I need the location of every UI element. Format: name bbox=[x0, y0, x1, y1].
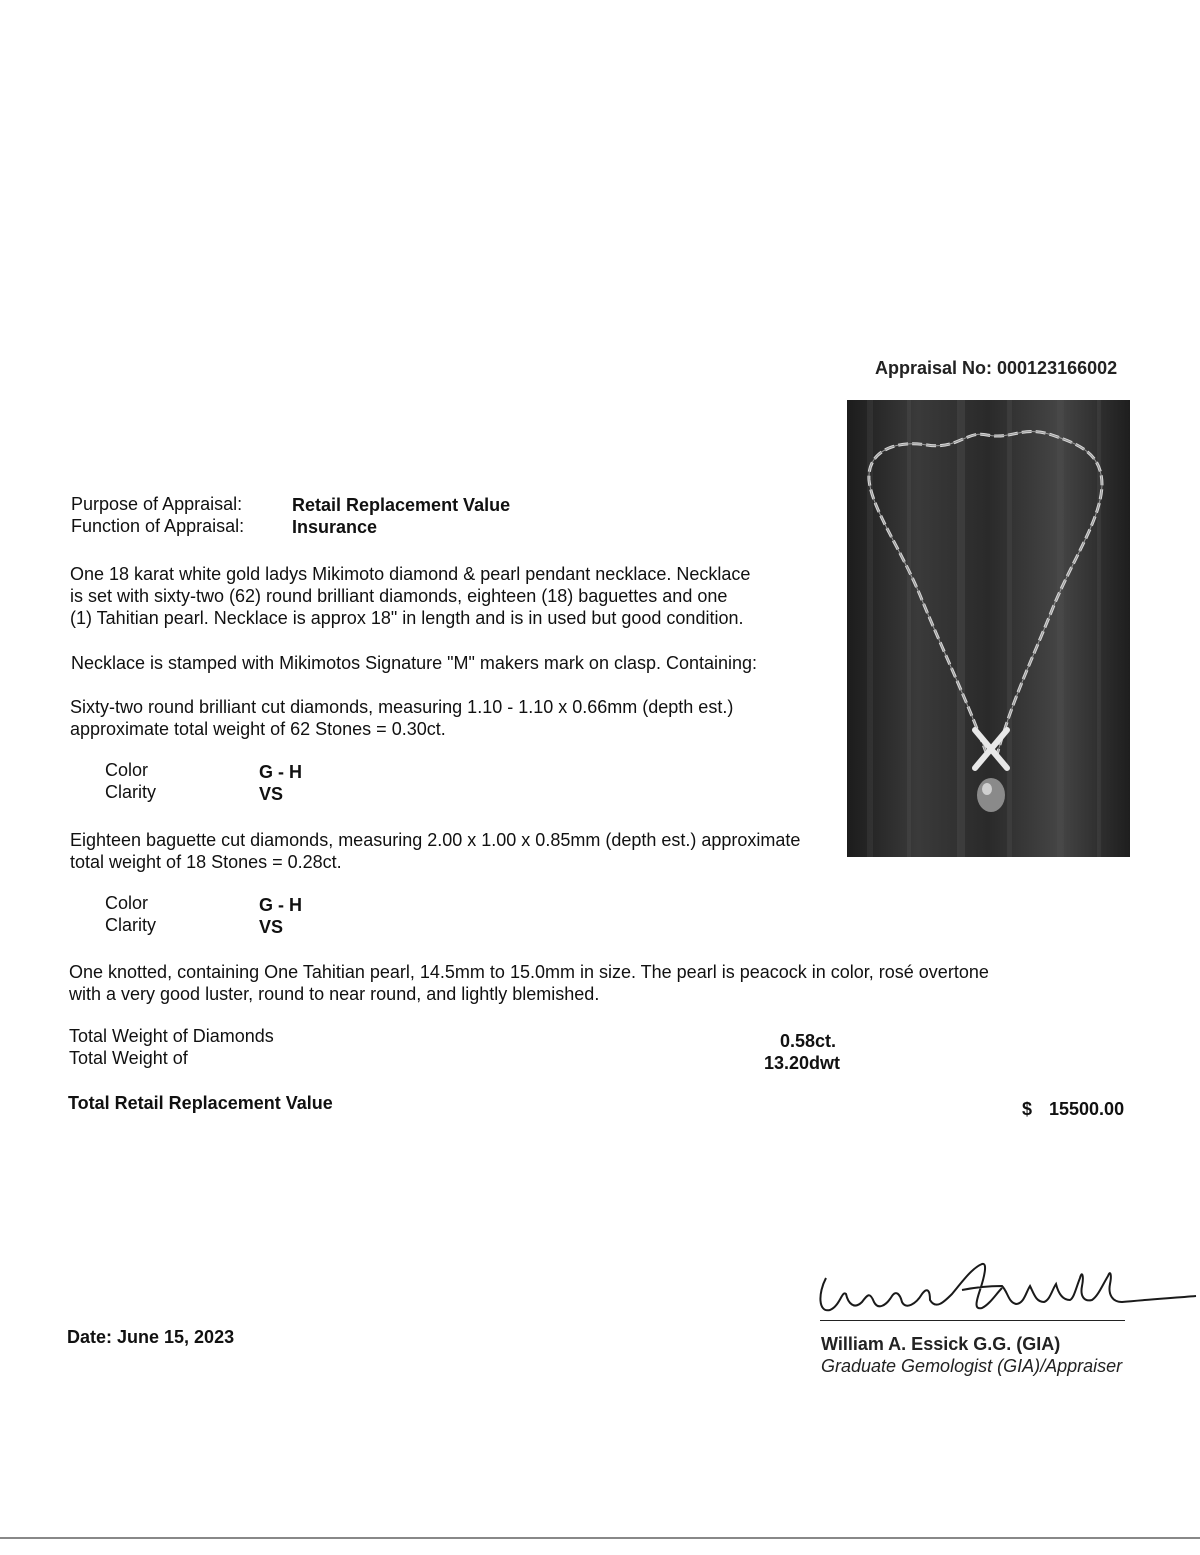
function-label: Function of Appraisal: bbox=[71, 516, 245, 536]
appraisal-date: Date: June 15, 2023 bbox=[67, 1327, 235, 1347]
total-weight-label: Total Weight of bbox=[69, 1048, 188, 1068]
appraiser-title: Graduate Gemologist (GIA)/Appraiser bbox=[821, 1356, 1123, 1376]
round-diamonds-line: approximate total weight of 62 Stones = 0.30ct. bbox=[70, 719, 446, 739]
description-paragraph bbox=[70, 563, 750, 629]
retail-currency: $ bbox=[1022, 1099, 1033, 1119]
total-weight-value: 13.20dwt bbox=[764, 1053, 841, 1073]
round-color-value: G - H bbox=[259, 762, 302, 782]
purpose-label: Purpose of Appraisal: bbox=[71, 494, 243, 514]
purpose-value: Retail Replacement Value bbox=[292, 495, 511, 515]
pearl-line: One knotted, containing One Tahitian pearl, 14.5mm to 15.0mm in size. The pearl is peacock in color, rosé overtone bbox=[69, 962, 989, 982]
description-line: (1) Tahitian pearl. Necklace is approx 18" in length and is in used but good condition. bbox=[70, 608, 744, 628]
appraisal-number: Appraisal No: 000123166002 bbox=[875, 358, 1118, 378]
signature-line bbox=[820, 1320, 1125, 1321]
page-bottom-edge bbox=[0, 1537, 1200, 1539]
baguette-color-label: Color bbox=[105, 893, 149, 913]
pearl-paragraph bbox=[69, 961, 989, 1005]
total-diamonds-value: 0.58ct. bbox=[780, 1031, 837, 1051]
appraiser-name: William A. Essick G.G. (GIA) bbox=[821, 1334, 1061, 1354]
round-clarity-label: Clarity bbox=[105, 782, 157, 802]
baguette-clarity-value: VS bbox=[259, 917, 284, 937]
description-line: is set with sixty-two (62) round brilliant diamonds, eighteen (18) baguettes and one bbox=[70, 586, 728, 606]
baguette-clarity-label: Clarity bbox=[105, 915, 157, 935]
stamp-line: Necklace is stamped with Mikimotos Signature "M" makers mark on clasp. Containing: bbox=[71, 653, 758, 673]
round-diamonds-line: Sixty-two round brilliant cut diamonds, measuring 1.10 - 1.10 x 0.66mm (depth est.) bbox=[70, 697, 734, 717]
retail-amount: 15500.00 bbox=[1049, 1099, 1125, 1119]
baguette-color-value: G - H bbox=[259, 895, 302, 915]
baguette-diamonds-paragraph bbox=[70, 829, 800, 873]
pearl-line: with a very good luster, round to near round, and lightly blemished. bbox=[69, 984, 600, 1004]
baguette-diamonds-line: Eighteen baguette cut diamonds, measuring 2.00 x 1.00 x 0.85mm (depth est.) approximate bbox=[70, 830, 801, 850]
round-color-label: Color bbox=[105, 760, 149, 780]
baguette-diamonds-line: total weight of 18 Stones = 0.28ct. bbox=[70, 852, 342, 872]
signature-icon bbox=[812, 1258, 1200, 1333]
function-value: Insurance bbox=[292, 517, 378, 537]
retail-value-label: Total Retail Replacement Value bbox=[68, 1093, 333, 1113]
description-line: One 18 karat white gold ladys Mikimoto diamond & pearl pendant necklace. Necklace bbox=[70, 564, 751, 584]
necklace-photo-icon bbox=[847, 400, 1130, 857]
round-clarity-value: VS bbox=[259, 784, 284, 804]
round-diamonds-paragraph bbox=[70, 696, 733, 740]
total-diamonds-label: Total Weight of Diamonds bbox=[69, 1026, 274, 1046]
